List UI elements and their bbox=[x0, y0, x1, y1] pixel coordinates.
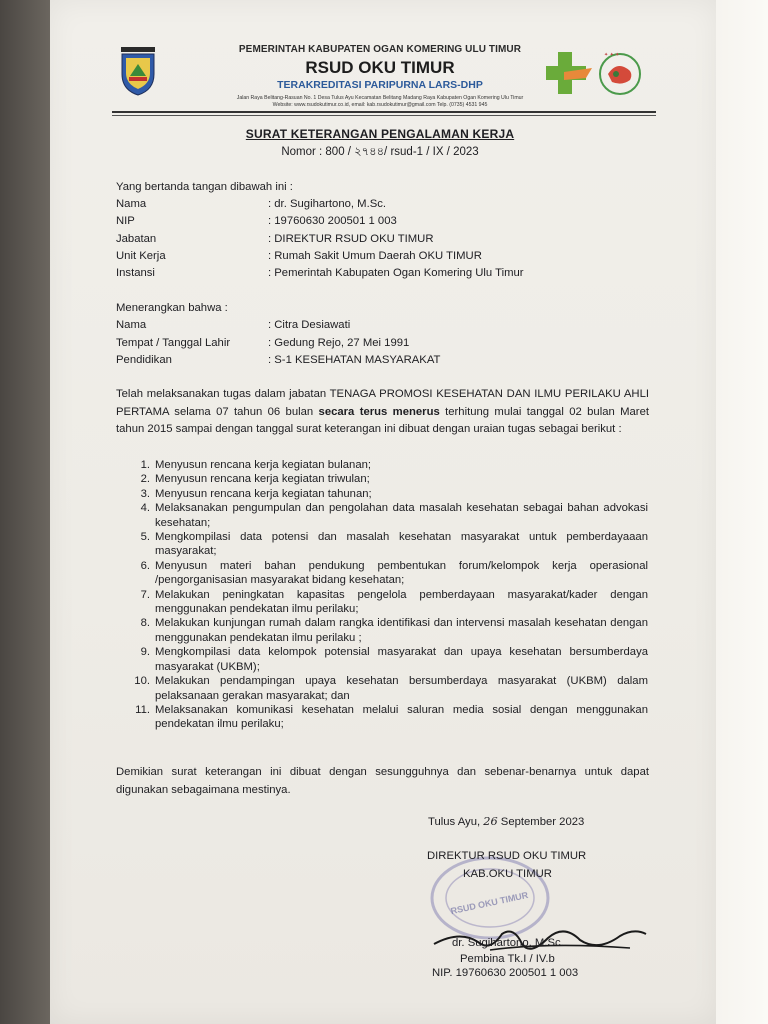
header-divider-thin bbox=[112, 115, 656, 116]
list-item-number: 11. bbox=[135, 703, 150, 716]
list-item-number: 1. bbox=[140, 459, 150, 471]
contact-line: Website: www.rsudokutimur.co.id, email: kab.rsudokutimur@gmail.com Telp. (0735) 4531 945 bbox=[272, 102, 488, 108]
list-item bbox=[128, 530, 648, 559]
signer-title-line1: DIREKTUR RSUD OKU TIMUR bbox=[427, 850, 587, 862]
signer-name-label: Nama bbox=[116, 198, 147, 210]
list-item-text: Menyusun materi bahan pendukung pembentukan forum/kelompok kerja operasional /pengorganisasian masyarakat bidang kesehatan; bbox=[155, 559, 648, 587]
list-item bbox=[128, 487, 648, 501]
hospital-name-heading: RSUD OKU TIMUR bbox=[305, 58, 455, 77]
list-item bbox=[128, 703, 648, 732]
list-item bbox=[128, 458, 648, 472]
signer-rank: Pembina Tk.I / IV.b bbox=[460, 953, 555, 965]
list-item-number: 8. bbox=[140, 617, 150, 630]
month-year: September 2023 bbox=[500, 816, 585, 828]
closing-paragraph: Demikian surat keterangan ini dibuat dengan sesungguhnya dan sebenar-benarnya untuk dapat digunakan sebagaimana mestinya. bbox=[116, 766, 649, 796]
list-item bbox=[128, 559, 648, 588]
accreditation-heading: TERAKREDITASI PARIPURNA LARS-DHP bbox=[277, 79, 483, 91]
list-item-text: Menyusun rencana kerja kegiatan triwulan; bbox=[155, 473, 370, 486]
list-item-text: Menyusun rencana kerja kegiatan tahunan; bbox=[155, 487, 372, 500]
signer-unit-label: Unit Kerja bbox=[116, 250, 166, 262]
list-item-text: Menyusun rencana kerja kegiatan bulanan; bbox=[155, 459, 372, 471]
letter-number: Nomor : 800 / ২৭৪৪/ rsud-1 / IX / 2023 bbox=[281, 146, 479, 158]
list-item-text: Melakukan pendampingan upaya kesehatan bersumberdaya masyarakat (UKBM) dalam pelaksanaan gerakan masyarakat; dan bbox=[155, 675, 648, 702]
address-line: Jalan Raya Belitang-Rasuan No. 1 Desa Tulus Ayu Kecamatan Belitang Madang Raya Kabupaten Ogan Komering Ulu Timur bbox=[236, 95, 524, 101]
subject-birth-label: Tempat / Tanggal Lahir bbox=[116, 337, 231, 349]
task-list bbox=[128, 458, 648, 732]
signer-nip: NIP. 19760630 200501 1 003 bbox=[432, 967, 579, 979]
handwritten-day: 26 bbox=[483, 815, 498, 828]
hospital-address bbox=[160, 95, 600, 109]
signer-nip-label: NIP bbox=[116, 215, 135, 227]
list-item-text: Melakukan peningkatan kapasitas pengelola pemberdayaan masyarakat/kader dengan menggunakan pendekatan ilmu perilaku; bbox=[155, 588, 648, 616]
list-item-text: Melaksanakan pengumpulan dan pengolahan data masalah kesehatan sebagai bahan advokasi kesehatan; bbox=[155, 502, 648, 529]
svg-text:RSUD OKU TIMUR: RSUD OKU TIMUR bbox=[449, 889, 530, 917]
list-item-number: 3. bbox=[140, 487, 150, 500]
list-item-text: Mengkompilasi data kelompok potensial masyarakat dan upaya kesehatan bersumberdaya masyarakat (UKBM); bbox=[155, 646, 648, 673]
list-item-number: 5. bbox=[140, 531, 150, 544]
signer-title-line2: KAB.OKU TIMUR bbox=[463, 868, 552, 880]
list-item-number: 6. bbox=[140, 559, 150, 572]
background-table-right bbox=[716, 0, 768, 1024]
signer-agency-value: : Pemerintah Kabupaten Ogan Komering Ulu Timur bbox=[268, 267, 524, 279]
subject-intro: Menerangkan bahwa : bbox=[116, 302, 228, 314]
list-item-text: Mengkompilasi data potensi dan masalah kesehatan masyarakat untuk pemberdayaaan masyarakat; bbox=[155, 531, 648, 558]
background-table-left bbox=[0, 0, 50, 1024]
signer-name: dr. Sugihartono, M.Sc. bbox=[452, 937, 564, 949]
subject-name-value: : Citra Desiawati bbox=[268, 319, 351, 331]
signature-place-date bbox=[428, 815, 584, 828]
signer-intro: Yang bertanda tangan dibawah ini : bbox=[116, 181, 293, 193]
signer-nip-value: : 19760630 200501 1 003 bbox=[268, 215, 397, 227]
signer-position-label: Jabatan bbox=[116, 233, 157, 245]
list-item-number: 9. bbox=[140, 646, 150, 659]
list-item-number: 4. bbox=[140, 502, 150, 515]
list-item bbox=[128, 472, 648, 486]
list-item bbox=[128, 616, 648, 645]
header-divider-thick bbox=[112, 111, 656, 113]
list-item-number: 10. bbox=[134, 675, 150, 688]
list-item-number: 2. bbox=[140, 473, 150, 486]
list-item-number: 7. bbox=[140, 588, 150, 601]
list-item bbox=[128, 588, 648, 617]
subject-birth-value: : Gedung Rejo, 27 Mei 1991 bbox=[268, 337, 410, 349]
body-paragraph bbox=[116, 386, 649, 439]
list-item-text: Melaksanakan komunikasi kesehatan melalui saluran media sosial dengan menggunakan pendekatan ilmu perilaku; bbox=[155, 703, 648, 731]
government-heading: PEMERINTAH KABUPATEN OGAN KOMERING ULU TIMUR bbox=[238, 44, 522, 55]
subject-education-value: : S-1 KESEHATAN MASYARAKAT bbox=[268, 354, 441, 366]
subject-name-label: Nama bbox=[116, 319, 147, 331]
regency-crest-icon bbox=[118, 46, 158, 96]
signer-position-value: : DIREKTUR RSUD OKU TIMUR bbox=[268, 233, 434, 245]
letter-title: SURAT KETERANGAN PENGALAMAN KERJA bbox=[245, 127, 515, 141]
list-item bbox=[128, 501, 648, 530]
signer-name-value: : dr. Sugihartono, M.Sc. bbox=[268, 198, 387, 210]
signer-unit-value: : Rumah Sakit Umum Daerah OKU TIMUR bbox=[268, 250, 482, 262]
subject-education-label: Pendidikan bbox=[116, 354, 172, 366]
body-text-part1: Telah melaksanakan tugas dalam jabatan TENAGA PROMOSI KESEHATAN DAN ILMU PERILAKU AHLI PERTAMA selama 07 tahun 06 bulan bbox=[116, 388, 649, 418]
signer-agency-label: Instansi bbox=[116, 267, 155, 279]
place-label: Tulus Ayu, bbox=[428, 816, 481, 828]
list-item bbox=[128, 674, 648, 703]
list-item-text: Melakukan kunjungan rumah dalam rangka identifikasi dan intervensi masalah kesehatan dengan menggunakan pendekatan ilmu perilaku ; bbox=[155, 617, 648, 644]
list-item bbox=[128, 645, 648, 674]
body-text-emphasis: secara terus menerus bbox=[318, 405, 440, 418]
body-text-part2: terhitung mulai tanggal 02 bulan Maret tahun 2015 sampai dengan tanggal surat keterangan ini dibuat dengan uraian tugas sebagai berikut : bbox=[116, 405, 649, 435]
svg-text:✦ ✦ ✦: ✦ ✦ ✦ bbox=[604, 52, 620, 58]
